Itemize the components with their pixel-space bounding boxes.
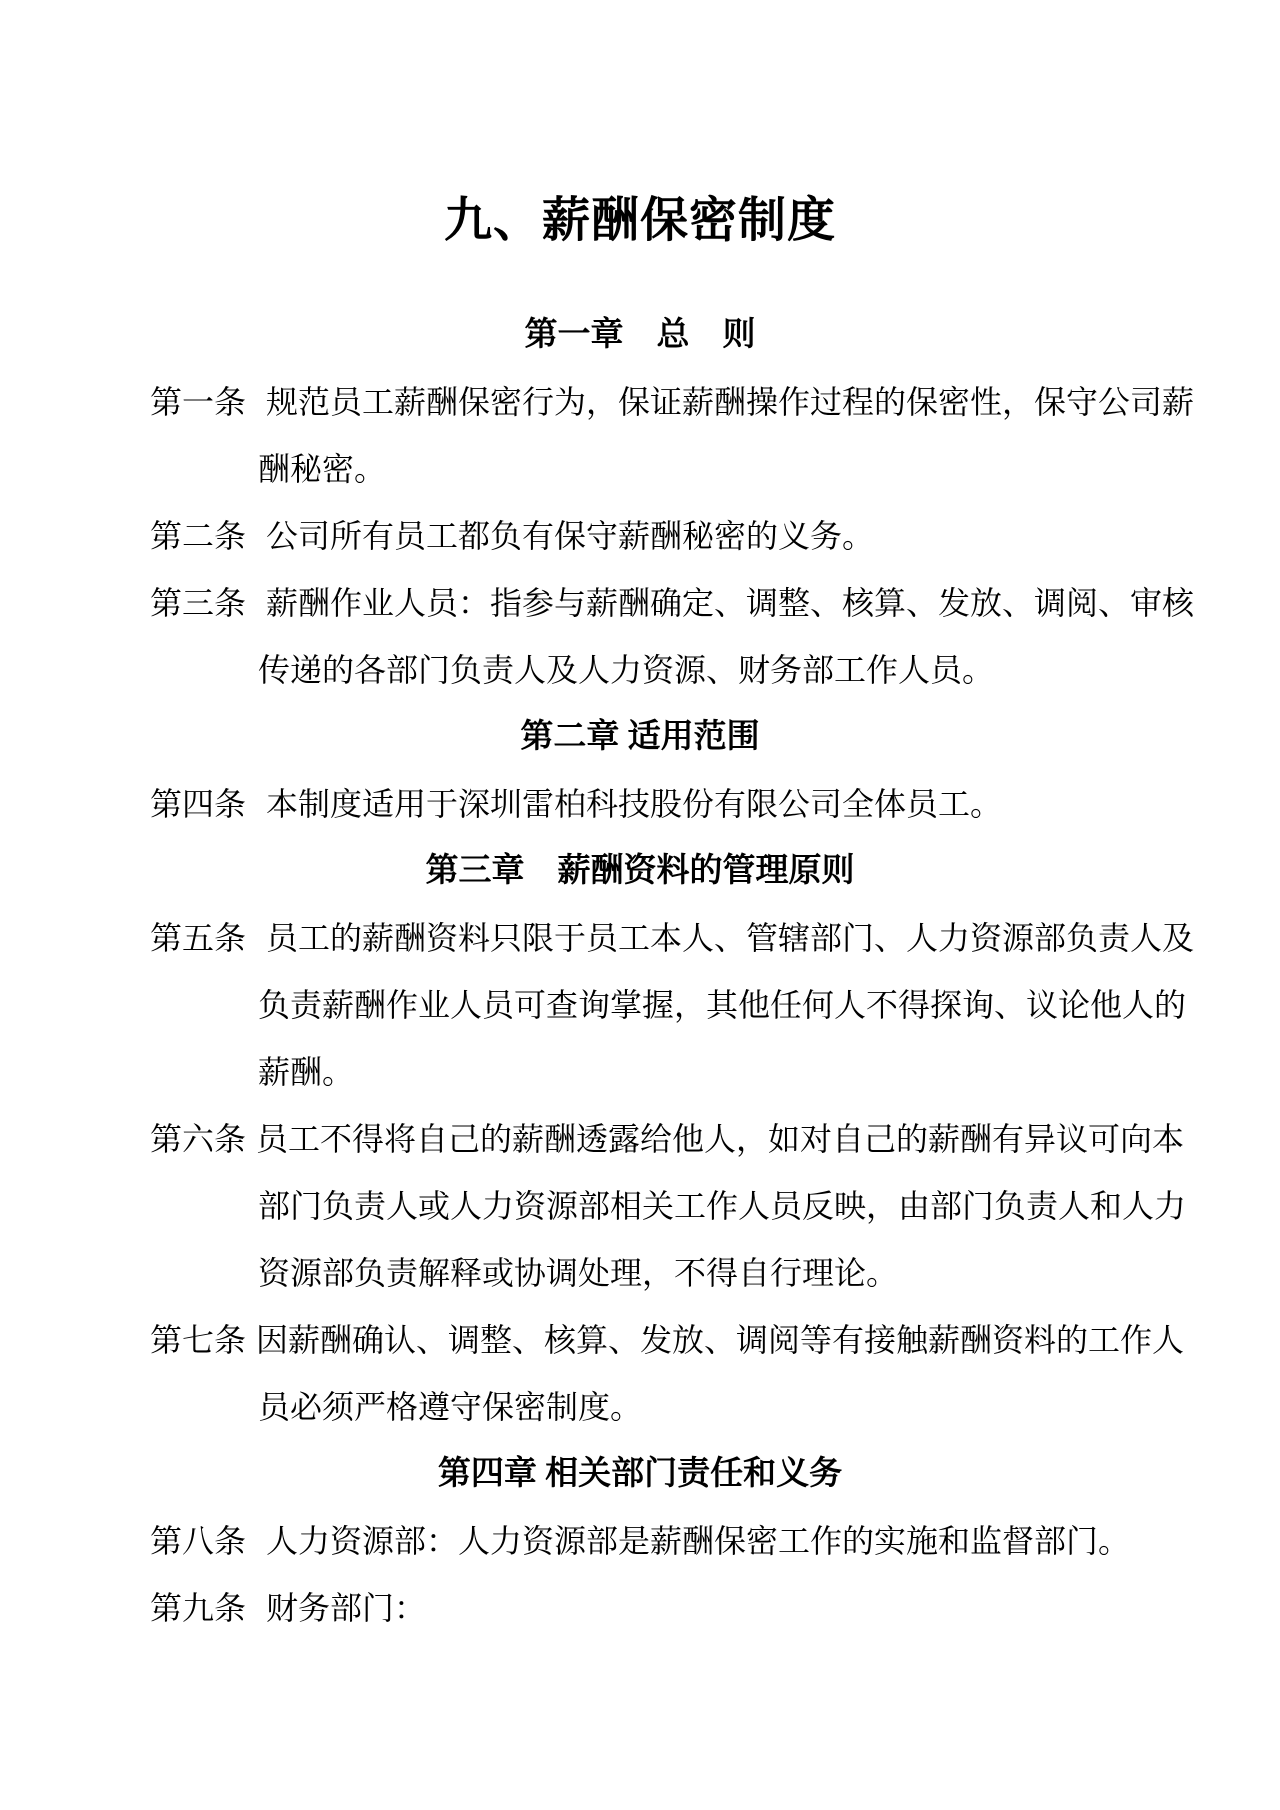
article-first-line: [150, 1106, 1185, 1173]
article: [150, 369, 1195, 503]
article-cont-line: 酬秘密。: [258, 451, 387, 487]
article-first-line: [150, 369, 1195, 436]
article-cont-line: 员必须严格遵守保密制度。: [258, 1389, 643, 1425]
article-first-line: [150, 1575, 1130, 1642]
label-gap: [246, 546, 266, 547]
article-line-text: 员工的薪酬资料只限于员工本人、管辖部门、人力资源部负责人及: [266, 920, 1195, 956]
article-first-line: [150, 570, 1195, 637]
label-gap: [246, 948, 266, 949]
article-label: 第六条: [150, 1121, 247, 1157]
article-line-text: 本制度适用于深圳雷柏科技股份有限公司全体员工。: [266, 786, 1003, 822]
article-line-text: 人力资源部：人力资源部是薪酬保密工作的实施和监督部门。: [266, 1523, 1131, 1559]
article-line-text: 员工不得将自己的薪酬透露给他人，如对自己的薪酬有异议可向本: [256, 1121, 1185, 1157]
article: [150, 1575, 1130, 1642]
article: [150, 771, 1130, 838]
article-label: 第四条: [150, 786, 247, 822]
label-gap: [246, 1551, 266, 1552]
label-gap: [246, 1350, 256, 1351]
article-label: 第八条: [150, 1523, 247, 1559]
article-first-line: [150, 771, 1130, 838]
label-gap: [246, 814, 266, 815]
article-line-text: 财务部门：: [266, 1590, 427, 1626]
article-cont-line: 薪酬。: [258, 1054, 355, 1090]
article-label: 第七条: [150, 1322, 247, 1358]
article: [150, 570, 1195, 704]
article-first-line: [150, 1508, 1130, 1575]
article-cont-line: 传递的各部门负责人及人力资源、财务部工作人员。: [258, 652, 995, 688]
label-gap: [246, 412, 266, 413]
article-label: 第二条: [150, 518, 247, 554]
article-line-text: 薪酬作业人员：指参与薪酬确定、调整、核算、发放、调阅、审核: [266, 585, 1195, 621]
article: [150, 1106, 1187, 1307]
chapter-heading: 第一章 总 则: [524, 317, 756, 353]
label-gap: [246, 613, 266, 614]
article-first-line: [150, 905, 1195, 972]
article-cont-line: 资源部负责解释或协调处理，不得自行理论。: [258, 1255, 899, 1291]
document-body: [0, 302, 1280, 1642]
label-gap: [246, 1149, 256, 1150]
article: [150, 1508, 1130, 1575]
article-first-line: [150, 1307, 1185, 1374]
document-title: 九、薪酬保密制度: [443, 194, 836, 247]
article: [150, 905, 1195, 1106]
chapter-heading: 第二章 适用范围: [520, 719, 760, 755]
article-line-text: 因薪酬确认、调整、核算、发放、调阅等有接触薪酬资料的工作人: [256, 1322, 1185, 1358]
article-cont-line: 部门负责人或人力资源部相关工作人员反映，由部门负责人和人力: [258, 1188, 1187, 1224]
article: [150, 1307, 1185, 1441]
article: [150, 503, 1130, 570]
article-line-text: 规范员工薪酬保密行为，保证薪酬操作过程的保密性，保守公司薪: [266, 384, 1195, 420]
chapter-heading: 第三章 薪酬资料的管理原则: [425, 853, 855, 889]
article-label: 第五条: [150, 920, 247, 956]
chapter-heading: 第四章 相关部门责任和义务: [437, 1456, 843, 1492]
article-label: 第一条: [150, 384, 247, 420]
label-gap: [246, 1618, 266, 1619]
article-first-line: [150, 503, 1130, 570]
article-label: 第三条: [150, 585, 247, 621]
article-label: 第九条: [150, 1590, 247, 1626]
article-cont-line: 负责薪酬作业人员可查询掌握，其他任何人不得探询、议论他人的: [258, 987, 1187, 1023]
article-line-text: 公司所有员工都负有保守薪酬秘密的义务。: [266, 518, 875, 554]
